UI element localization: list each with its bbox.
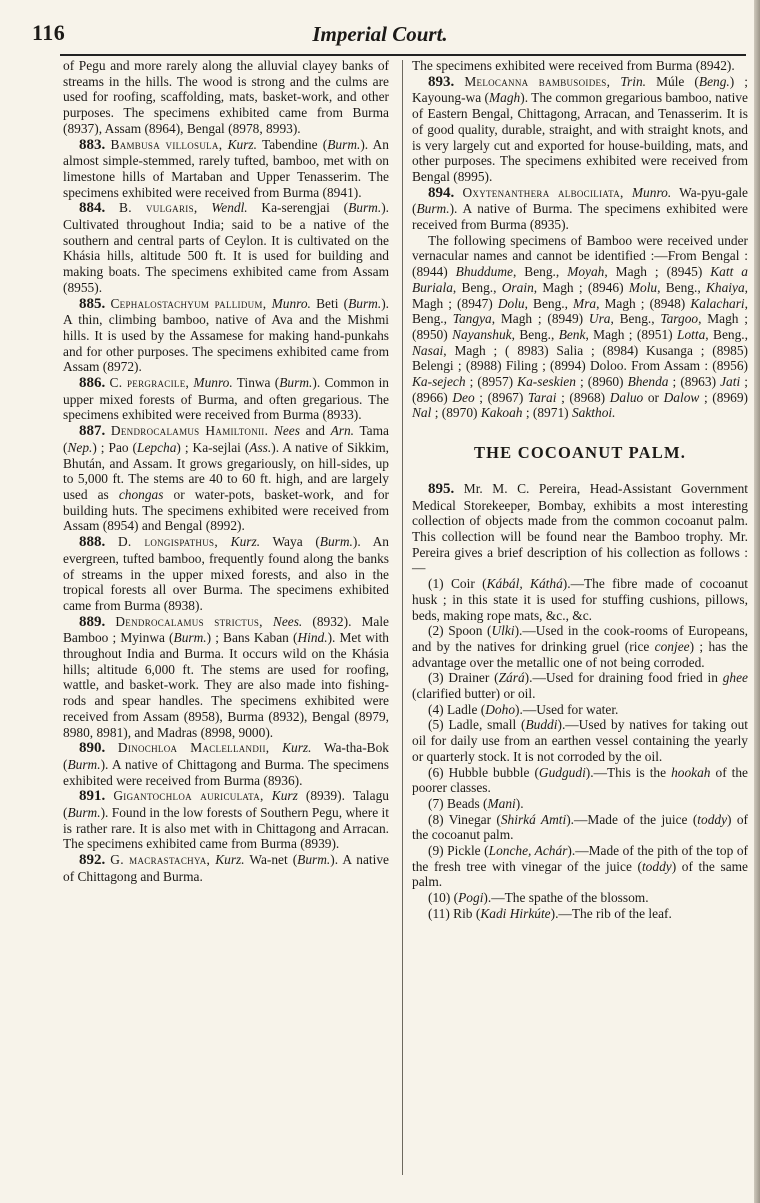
entry-text: ). An evergreen, tufted bamboo, frequently found along the banks of streams in the upper mixed forests, and also in the tropical forests all over Burma. The specimens exhibited came from Burma (8938). bbox=[63, 534, 389, 613]
page-number: 116 bbox=[32, 20, 66, 45]
vernacular: ghee bbox=[722, 670, 748, 686]
entry-text: ; (8970) bbox=[431, 405, 481, 421]
entry-895 bbox=[412, 481, 748, 576]
entry-text: , Magh ; (8951) bbox=[585, 326, 678, 342]
entry-text: ). A thin, climbing bamboo, native of Ava and the Mishmi hills. It is used by the Assamese for making hand-punkahs and for other purposes. The specimens exhibited came from Assam (8972). bbox=[63, 295, 389, 375]
entry-text: The following specimens of Bamboo were received under vernacular names and cannot be identified :—From Bengal : (8944) bbox=[412, 232, 748, 280]
left-column bbox=[63, 58, 389, 885]
vernacular-name: Benk bbox=[558, 326, 586, 342]
vernacular-name: Dalow bbox=[663, 389, 700, 405]
collection-item bbox=[412, 890, 748, 906]
vernacular-name: Dolu bbox=[497, 295, 525, 311]
entry-text: ). A native of Chittagong and Burma. The specimens exhibited were received from Burma (8936). bbox=[63, 756, 389, 788]
entry-text: ).—Used in the cook-rooms of Europeans, and by the natives for drinking gruel (rice bbox=[412, 623, 749, 654]
species-name: Dendrocalamus strictus, bbox=[115, 613, 263, 629]
entry-893 bbox=[412, 74, 748, 185]
collection-item bbox=[412, 843, 748, 890]
paragraph-continued: of Pegu and more rarely along the alluvial clayey banks of streams in the hills. The wood is strong and the culms are used for roofing, scaffolding, mats, basket-work, and other purposes. The specimens exhibited came from Burma (8937), Assam (8964), Bengal (8978, 8993). bbox=[63, 58, 389, 136]
entry-text: ; (8968) bbox=[556, 389, 610, 405]
entry-text: Beti ( bbox=[310, 295, 349, 311]
entry-text: ) of the same palm. bbox=[412, 858, 748, 890]
vernacular: Burm. bbox=[348, 200, 382, 216]
vernacular: Burm. bbox=[279, 375, 313, 391]
vernacular: Hind. bbox=[297, 630, 328, 646]
entry-number: 892. bbox=[79, 852, 106, 869]
entry-text: , Beng., bbox=[610, 311, 661, 327]
entry-text: ).—The fibre made of cocoanut husk ; in this state it is used for stuffing cushions, pillows, beds, making rope mats, &c., &c. bbox=[412, 576, 749, 623]
vernacular-name: Bhenda bbox=[627, 374, 669, 390]
authority: Kurz. bbox=[230, 534, 261, 550]
vernacular: Burm. bbox=[173, 630, 207, 646]
vernacular: toddy bbox=[697, 811, 728, 827]
entry-text: ; (8966) bbox=[412, 374, 748, 405]
collection-item bbox=[412, 812, 748, 843]
species-name: Gigantochloa auriculata, bbox=[113, 788, 264, 804]
entry-text: , Magh ; ( 8983) Salia ; (8984) Kusanga ; (8985) Belengi ; (8988) Filing ; (8994) Doloo. From Assam : (8956) bbox=[412, 342, 748, 374]
authority: Nees bbox=[273, 423, 300, 439]
collection-item bbox=[412, 670, 748, 701]
entry-text: ) ; Ka-sejlai ( bbox=[176, 439, 250, 455]
species-name: Bambusa villosula, bbox=[110, 136, 223, 152]
vernacular-name: Orain bbox=[501, 279, 534, 295]
column-divider bbox=[402, 60, 403, 1175]
entry-text: (8932). Male Bamboo ; Myinwa ( bbox=[63, 613, 389, 646]
entry-text: ).—Made of the pith of the top of the fresh tree with vinegar of the juice ( bbox=[412, 843, 748, 874]
authority: Kurz. bbox=[227, 136, 257, 152]
collection-items bbox=[412, 576, 748, 921]
vernacular-name: Mra bbox=[573, 295, 597, 311]
right-column bbox=[412, 58, 748, 922]
species-name: Oxytenanthera albociliata, bbox=[462, 184, 624, 200]
entry-text: Ka-serengjai ( bbox=[247, 200, 349, 216]
entry-text: (6) Hubble bubble ( bbox=[428, 764, 539, 780]
entry-text: Tabendine ( bbox=[257, 136, 328, 152]
species-name: G. macrastachya, bbox=[110, 852, 211, 868]
unidentified-specimens-paragraph bbox=[412, 233, 748, 421]
vernacular-name: Ka-seskien bbox=[517, 374, 576, 390]
entry-text: ; (8963) bbox=[668, 374, 721, 390]
vernacular-name: Katt a Buriala bbox=[412, 264, 748, 295]
entry-889 bbox=[63, 614, 389, 741]
entry-894 bbox=[412, 185, 748, 233]
authority: Kurz bbox=[271, 788, 298, 804]
collection-item bbox=[412, 906, 748, 922]
entry-text: ). The common gregarious bamboo, native of Eastern Bengal, Chittagong, Arracan, and Tenasserim. It is of good quality, durable, straight, and with straight knots, and is very largely cut and exported for house-building, mats, and other purposes. The specimens exhibited were received from Bengal (8995). bbox=[412, 90, 748, 184]
entry-number: 894. bbox=[428, 184, 455, 201]
collection-item bbox=[412, 623, 748, 670]
entry-text: Wa-net ( bbox=[244, 852, 298, 868]
entry-text: ) ; Bans Kaban ( bbox=[206, 630, 298, 646]
vernacular-name: Deo bbox=[452, 389, 475, 405]
vernacular: Buddi bbox=[525, 717, 558, 733]
collection-item bbox=[412, 796, 748, 812]
entry-text: ; (8969) bbox=[699, 389, 748, 405]
entry-text: , Magh ; (8946) bbox=[533, 279, 629, 295]
vernacular: Burm. bbox=[297, 852, 331, 868]
species-name: Dinochloa Maclellandii, bbox=[117, 740, 270, 756]
entry-number: 884. bbox=[79, 200, 106, 217]
entry-text: ; (8960) bbox=[575, 374, 628, 390]
vernacular: Kábál, Káthá bbox=[486, 576, 563, 592]
vernacular: Burm. bbox=[67, 805, 101, 821]
entry-text: , Beng., bbox=[657, 279, 706, 295]
entry-text: Waya ( bbox=[260, 534, 320, 550]
vernacular-name: Tangya bbox=[452, 311, 492, 327]
entry-text: ).—The rib of the leaf. bbox=[550, 905, 672, 921]
vernacular-name: Lotta bbox=[677, 326, 706, 342]
entry-text: (2) Spoon ( bbox=[428, 623, 492, 639]
entry-text: (5) Ladle, small ( bbox=[428, 717, 526, 733]
authority: Nees. bbox=[272, 613, 303, 629]
vernacular-name: Sakthoi. bbox=[571, 405, 616, 421]
entry-text: (clarified butter) or oil. bbox=[412, 686, 536, 702]
entry-text: , Beng., bbox=[511, 326, 559, 342]
entry-text: , Beng., bbox=[705, 326, 748, 342]
entry-text: ) ; has the advantage over the metallic one of not being corroded. bbox=[412, 638, 748, 670]
vernacular-name: Moyah bbox=[567, 264, 605, 280]
entry-text: Múle ( bbox=[646, 73, 699, 89]
authority: Munro. bbox=[193, 375, 233, 391]
authority: Arn. bbox=[330, 423, 355, 439]
entry-text: ).—Used for water. bbox=[515, 701, 619, 717]
entry-text: of the poorer classes. bbox=[412, 764, 748, 796]
section-heading: THE COCOANUT PALM. bbox=[473, 443, 687, 463]
collection-item bbox=[412, 765, 748, 796]
paragraph-continued: The specimens exhibited were received from Burma (8942). bbox=[412, 58, 735, 73]
entry-883 bbox=[63, 137, 389, 201]
vernacular: toddy bbox=[641, 858, 672, 874]
entry-text: Tinwa ( bbox=[232, 375, 280, 391]
vernacular: Lepcha bbox=[137, 439, 177, 455]
entry-number: 883. bbox=[79, 136, 106, 153]
vernacular-name: Targoo bbox=[660, 311, 699, 327]
species-name: Cephalostachyum pallidum, bbox=[110, 295, 267, 311]
entry-text: ). An almost simple-stemmed, rarely tufted, bamboo, met with on limestone hills of Martaban and Upper Tenasserim. The specimens exhibited were received from Burma (8941). bbox=[63, 136, 389, 200]
entry-text: (10) ( bbox=[428, 890, 459, 906]
authority: Trin. bbox=[620, 73, 647, 89]
entry-text: ).—Used for draining food fried in bbox=[524, 670, 723, 686]
entry-number: 889. bbox=[79, 613, 106, 630]
page-edge bbox=[754, 0, 760, 1203]
collection-item bbox=[412, 717, 748, 764]
vernacular: Pogi bbox=[458, 890, 484, 906]
vernacular-name: Jati bbox=[720, 374, 741, 390]
entry-text: ). A native of Chittagong and Burma. bbox=[63, 852, 389, 884]
authority: Kurz. bbox=[282, 740, 312, 756]
authority: Munro. bbox=[631, 184, 672, 200]
entry-text: ). Cultivated throughout India; said to be a native of the southern and central parts of Ceylon. It is cultivated on the Khásia hills, altitude 500 ft. It is used for building and making boats. The specimens exhibited came from Assam (8955). bbox=[63, 200, 389, 295]
entry-text: ; (8957) bbox=[465, 374, 518, 390]
entry-891 bbox=[63, 788, 389, 852]
vernacular: Nep. bbox=[67, 439, 93, 455]
entry-text: ).—The spathe of the blossom. bbox=[483, 890, 649, 906]
vernacular: Zárá bbox=[498, 670, 525, 686]
vernacular: Burm. bbox=[67, 756, 101, 772]
authority: Wendl. bbox=[211, 200, 248, 216]
entry-text: ). Common in upper mixed forests of Burma, and often gregarious. The specimens exhibited were received from Burma (8933). bbox=[63, 375, 389, 423]
entry-number: 887. bbox=[79, 423, 106, 440]
entry-text: ; (8971) bbox=[522, 405, 572, 421]
entry-text: , Magh ; (8947) bbox=[412, 279, 748, 311]
collection-item bbox=[412, 702, 748, 718]
entry-886 bbox=[63, 375, 389, 423]
vernacular: Magh bbox=[488, 90, 521, 106]
entry-text: , Magh ; (8948) bbox=[596, 295, 691, 311]
entry-text: ).—This is the bbox=[585, 764, 672, 780]
entry-text: ). A native of Sikkim, Bhután, and Assam. It grows gregariously, on hill-sides, up to 5,000 ft. The stems are 40 to 60 ft. high, and are largely used as bbox=[63, 439, 389, 502]
entry-number: 890. bbox=[79, 740, 106, 757]
vernacular-name: Kalachari bbox=[690, 295, 745, 311]
vernacular-name: Nayanshuk bbox=[452, 326, 512, 342]
entry-text: ). bbox=[515, 795, 524, 811]
entry-text: Tama ( bbox=[63, 423, 389, 455]
species-name: Melocanna bambusoides, bbox=[464, 73, 611, 89]
entry-884 bbox=[63, 200, 389, 295]
entry-number: 893. bbox=[428, 73, 455, 90]
entry-text: , Magh ; (8945) bbox=[604, 264, 711, 280]
entry-text: , Beng., bbox=[524, 295, 574, 311]
vernacular-name: Daluo bbox=[609, 389, 644, 405]
vernacular-name: Molu bbox=[628, 279, 658, 295]
entry-text: , Magh ; (8950) bbox=[412, 311, 749, 342]
entry-number: 886. bbox=[79, 375, 106, 392]
collection-item bbox=[412, 576, 748, 623]
entry-text: (9) Pickle ( bbox=[428, 843, 489, 859]
vernacular: Burm. bbox=[416, 201, 450, 217]
entry-text: ; (8967) bbox=[474, 389, 528, 405]
entry-text: Mr. M. C. Pereira, Head-Assistant Government Medical Storekeeper, Bombay, exhibits a most interesting collection of objects made from the common cocoanut palm. This collection will be found near the Bamboo trophy. Mr. Pereira gives a brief description of his collection as follows :— bbox=[412, 480, 748, 576]
entry-text: (11) Rib ( bbox=[428, 905, 481, 921]
entry-text: (8939). Talagu ( bbox=[63, 788, 389, 821]
entry-text: ) ; Pao ( bbox=[92, 439, 137, 455]
vernacular: chongas bbox=[118, 486, 164, 502]
vernacular: Doho bbox=[485, 701, 516, 717]
entry-number: 891. bbox=[79, 788, 106, 805]
entry-text: Wa-pyu-gale ( bbox=[412, 184, 748, 217]
entry-text: (7) Beads ( bbox=[428, 795, 488, 811]
vernacular: Ulki bbox=[491, 623, 515, 639]
vernacular-name: Khaiya bbox=[705, 279, 745, 295]
entry-text: (1) Coir ( bbox=[428, 576, 487, 592]
vernacular: Burm. bbox=[348, 295, 382, 311]
entry-text: ). Found in the low forests of Southern Pegu, where it is rather rare. It is also met with in Chittagong and Arracan. The specimens exhibited came from Burma (8939). bbox=[63, 805, 389, 852]
entry-text: (4) Ladle ( bbox=[428, 701, 486, 717]
entry-number: 888. bbox=[79, 534, 106, 551]
vernacular-name: Ura bbox=[588, 311, 611, 327]
header-rule bbox=[60, 54, 746, 56]
entry-text: ).—Made of the juice ( bbox=[566, 811, 698, 827]
entry-number: 885. bbox=[79, 295, 106, 312]
entry-text: ). Met with throughout India and Burma. It occurs wild on the Khásia hills; altitude 6,000 ft. The stems are used for roofing, wattle, and basket-work. They are also made into fishing-rods and spear handles. The specimens exhibited were received from Assam (8958), Burma (8932), Bengal (8979, 8980, 8981), and Madras (8998, 9000). bbox=[63, 630, 389, 740]
entry-text: , Magh ; (8949) bbox=[491, 311, 589, 327]
vernacular: Kadi Hirkúte bbox=[480, 905, 551, 921]
entry-text: , Beng., bbox=[512, 264, 568, 280]
entry-text: ) of the cocoanut palm. bbox=[412, 811, 749, 843]
vernacular: Beng. bbox=[698, 73, 730, 89]
entry-892 bbox=[63, 852, 389, 884]
vernacular: Gudgudi bbox=[538, 764, 586, 780]
vernacular: Burm. bbox=[327, 136, 361, 152]
species-name: C. pergracile, bbox=[109, 375, 190, 391]
vernacular: conjee bbox=[654, 638, 690, 654]
vernacular: Burm. bbox=[319, 534, 353, 550]
entry-text: or bbox=[643, 389, 664, 405]
vernacular-name: Nasai bbox=[412, 342, 444, 358]
entry-text: , Beng., bbox=[412, 295, 748, 327]
entry-887 bbox=[63, 423, 389, 534]
running-title: Imperial Court. bbox=[312, 22, 448, 46]
authority: Kurz. bbox=[215, 852, 245, 868]
entry-text: , Beng., bbox=[452, 279, 502, 295]
vernacular: Shirká Amti bbox=[500, 811, 567, 827]
vernacular: hookah bbox=[671, 764, 711, 780]
vernacular-name: Kakoah bbox=[480, 405, 523, 421]
entry-890 bbox=[63, 740, 389, 788]
vernacular: Lonche, Achár bbox=[488, 843, 568, 859]
vernacular-name: Bhuddume bbox=[455, 264, 513, 280]
vernacular: Mani bbox=[487, 795, 516, 811]
entry-text: Wa-tha-Bok ( bbox=[63, 740, 389, 772]
entry-text: (3) Drainer ( bbox=[428, 670, 499, 686]
species-name: D. longispathus, bbox=[117, 534, 218, 550]
vernacular-name: Nal bbox=[412, 405, 432, 421]
vernacular-name: Tarai bbox=[527, 389, 557, 405]
entry-888 bbox=[63, 534, 389, 614]
entry-text: and bbox=[299, 423, 331, 439]
entry-text: (8) Vinegar ( bbox=[428, 811, 501, 827]
authority: Munro. bbox=[271, 295, 311, 311]
entry-text: ) ; Kayoung-wa ( bbox=[412, 73, 749, 106]
vernacular: Ass. bbox=[249, 439, 272, 455]
entry-text: ).—Used by natives for taking out oil for daily use from an earthen vessel containing the yearly or quarterly stock. It is not corroded by the oil. bbox=[412, 717, 748, 764]
vernacular-name: Ka-sejech bbox=[412, 374, 466, 390]
entry-number: 895. bbox=[428, 480, 455, 497]
entry-text: or water-pots, basket-work, and for building huts. The specimens exhibited were received from Assam (8954) and Bengal (8992). bbox=[63, 486, 389, 534]
entry-text: ). A native of Burma. The specimens exhibited were received from Burma (8935). bbox=[412, 201, 748, 233]
entry-885 bbox=[63, 296, 389, 376]
species-name: B. vulgaris, bbox=[119, 200, 198, 216]
species-name: Dendrocalamus Hamiltonii. bbox=[110, 423, 269, 439]
